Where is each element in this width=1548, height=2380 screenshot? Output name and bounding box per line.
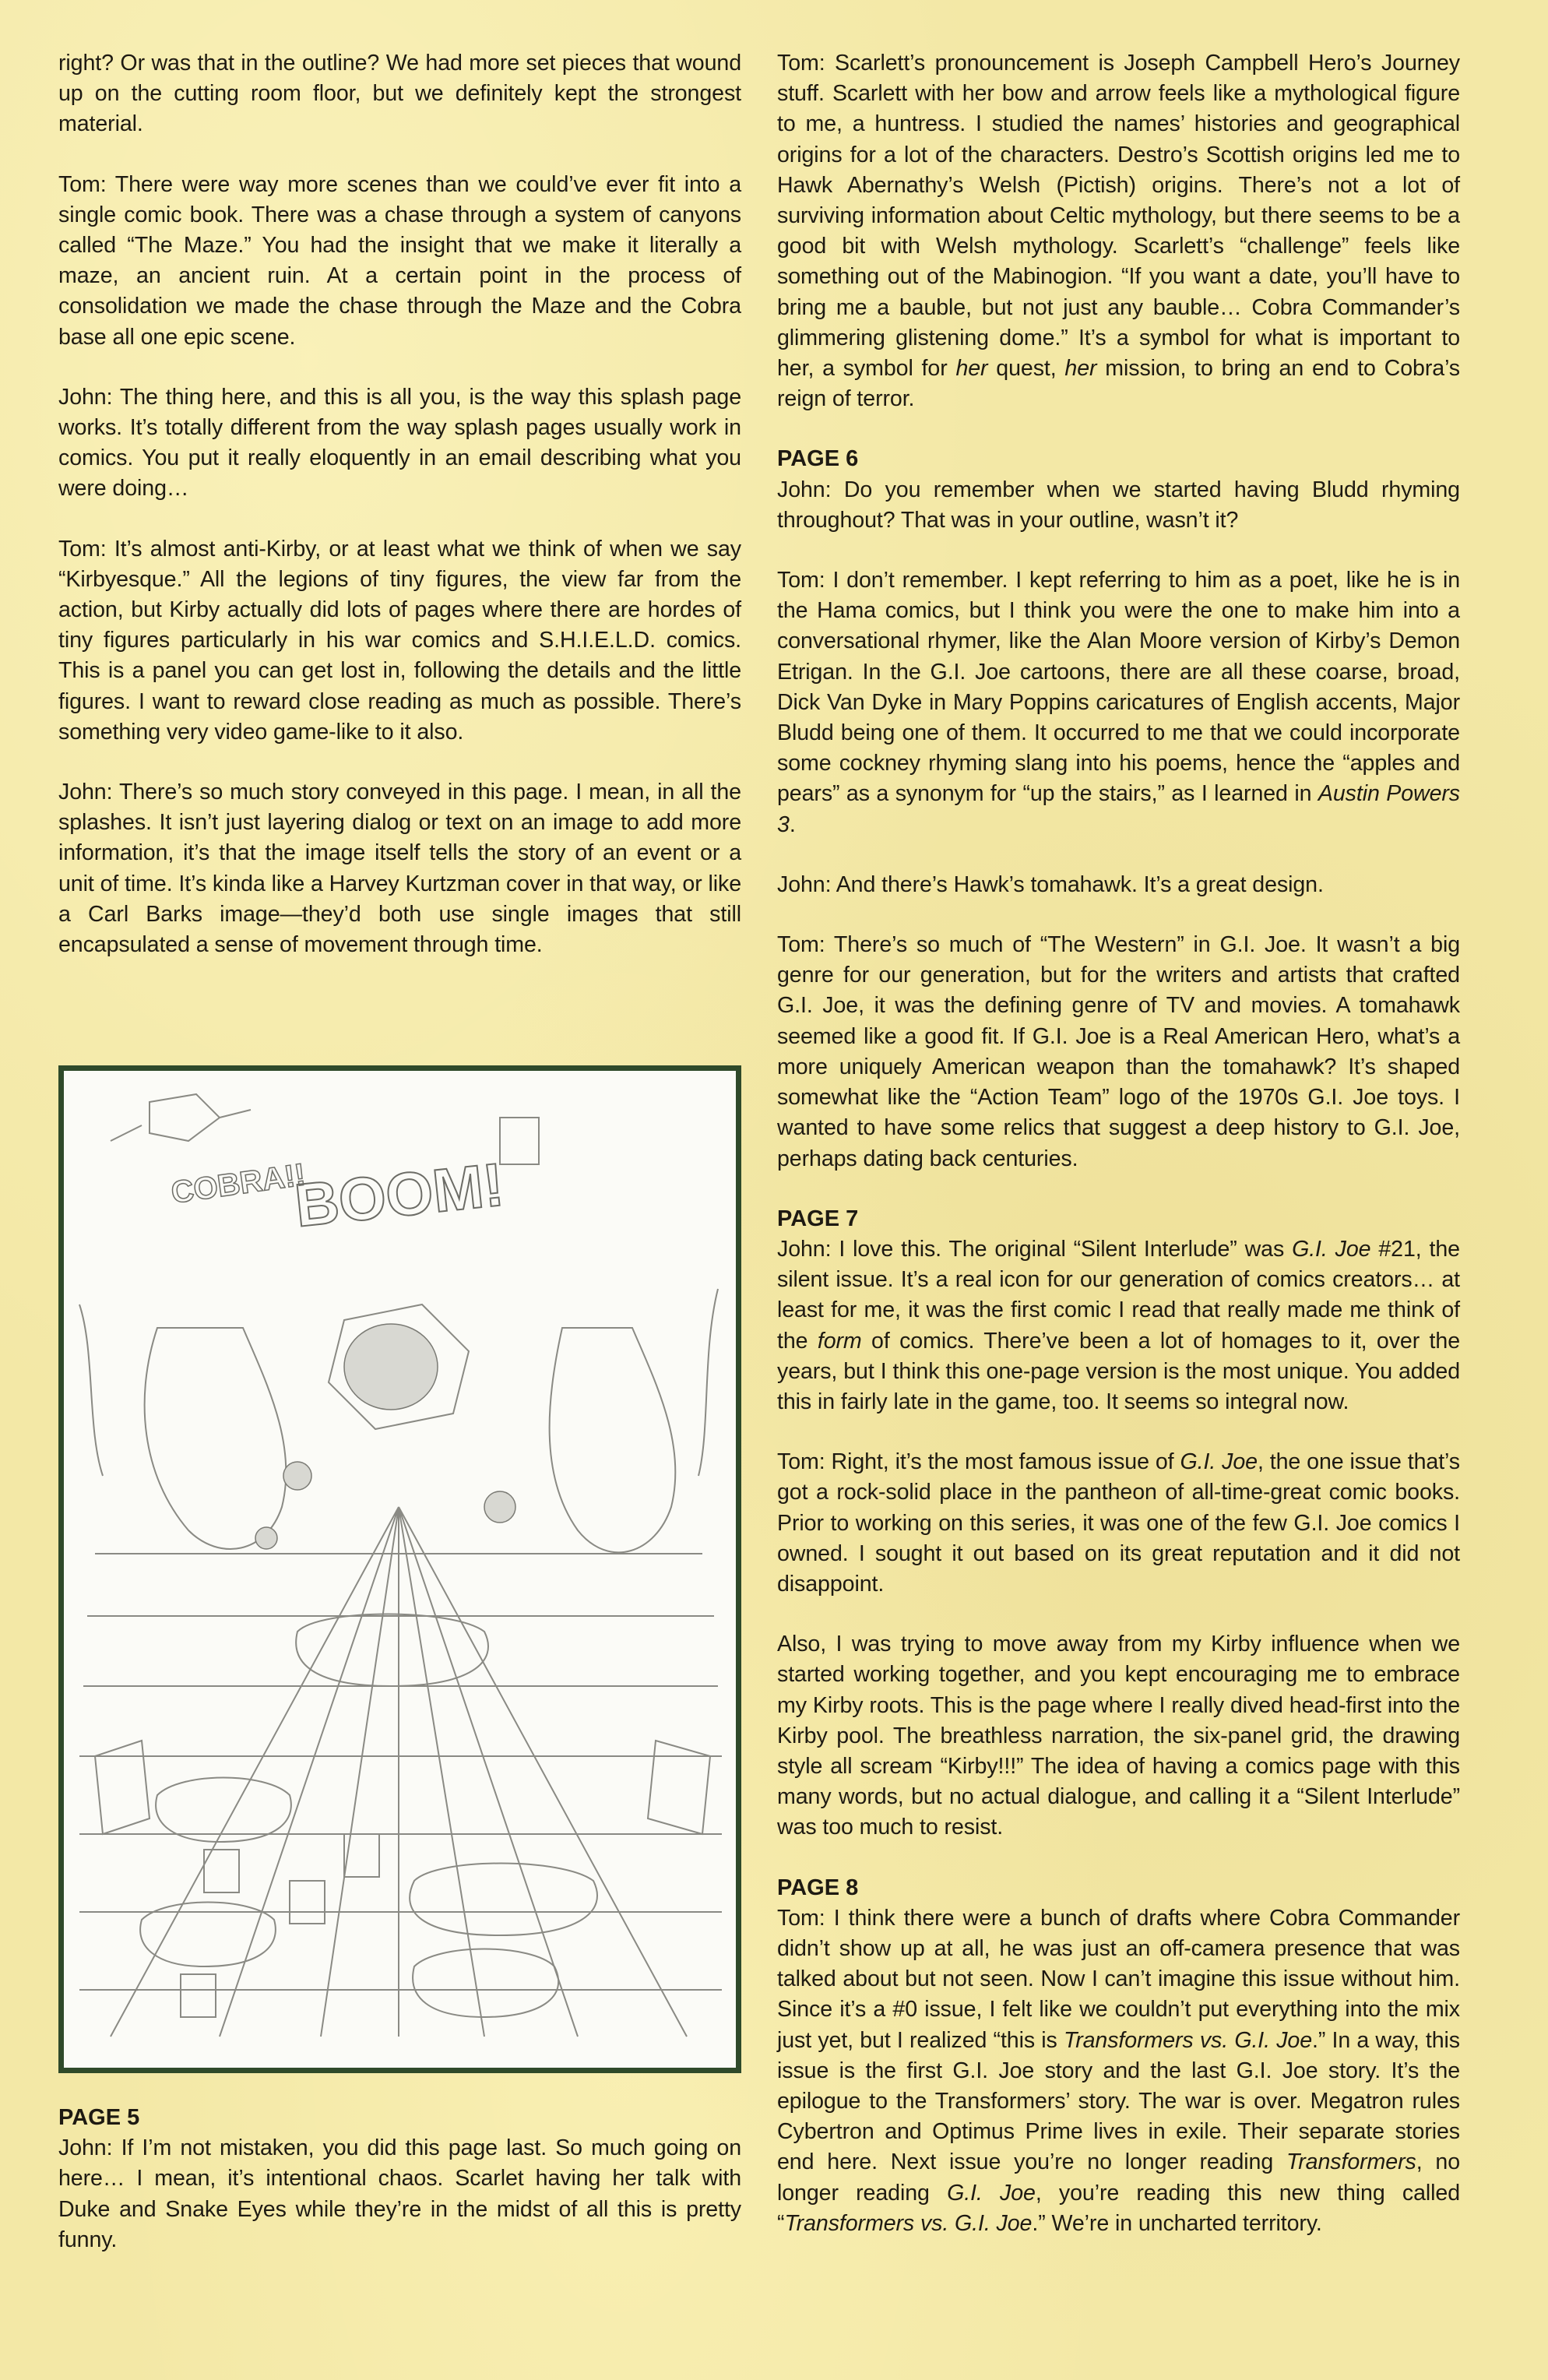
page6-heading: PAGE 6	[777, 446, 859, 472]
left-paragraph-5: John: There’s so much story conveyed in this page. I mean, in all the splashes. It isn’t just layering dialog or text on an image to add more information, it’s that the image itself tells the story of an event or a unit of time. It’s kinda like a Harvey Kurtzman cover in that way, or like a Carl Barks image—they’d both use single images that still encapsulated a sense of movement through time.	[58, 780, 741, 958]
left-column	[58, 48, 741, 990]
right-intro-paragraph: Tom: Scarlett’s pronouncement is Joseph Campbell Hero’s Journey stuff. Scarlett with her bow and arrow feels like a mythological figure to me, a huntress. I studied the names’ histories and geographical origins for a lot of the characters. Destro’s Scottish origins led me to Hawk Abernathy’s Welsh (Pictish) origins. There’s not a lot of surviving information about Celtic mythology, but there seems to be a good bit with Welsh mythology. Scarlett’s “challenge” feels like something out of the Mabinogion. “If you want a date, you’ll have to bring me a bauble, but not just any bauble… Cobra Commander’s glimmering glistening dome.” It’s a symbol for what is important to her, a symbol for her quest, her mission, to bring an end to Cobra’s reign of terror.	[777, 51, 1460, 412]
left-paragraph-2: Tom: There were way more scenes than we could’ve ever fit into a single comic book. There was a chase through a system of canyons called “The Maze.” You had the insight that we make it literally a maze, an ancient ruin. At a certain point in the process of consolidation we made the chase through the Maze and the Cobra base all one epic scene.	[58, 171, 741, 350]
page6-paragraph-4: Tom: There’s so much of “The Western” in G.I. Joe. It wasn’t a big genre for our generation, but for the writers and artists that crafted G.I. Joe, it was the defining genre of TV and movies. A tomahawk seemed like a good fit. If G.I. Joe is a Real American Hero, what’s a more uniquely American weapon than the tomahawk? It’s shaped somewhat like the “Action Team” logo of the 1970s G.I. Joe toys. I wanted to have some relics that suggest a deep history to G.I. Joe, perhaps dating back centuries.	[777, 932, 1460, 1171]
page5-heading: PAGE 5	[58, 2105, 140, 2130]
page7-paragraph-1: John: I love this. The original “Silent Interlude” was G.I. Joe #21, the silent issue. It’s a real icon for our generation of comics creators… at least for me, it was the first comic I read that really made me think of the form of comics. There’ve been a lot of homages to it, over the years, but I think this one-page version is the most unique. You added this in fairly late in the game, too. It seems so integral now.	[777, 1236, 1460, 1414]
sketch-sfx-cobra: COBRA!!	[169, 1157, 308, 1210]
page7-paragraph-2: Tom: Right, it’s the most famous issue of G.I. Joe, the one issue that’s got a rock-solid place in the pantheon of all-time-great comic books. Prior to working on this series, it was one of the few G.I. Joe comics I owned. I sought it out based on its great reputation and it did not disappoint.	[777, 1449, 1460, 1597]
page7-paragraph-3: Also, I was trying to move away from my Kirby influence when we started working together, and you kept encouraging me to embrace my Kirby roots. This is the page where I really dived head-first into the Kirby pool. The breathless narration, the six-panel grid, the drawing style all scream “Kirby!!!” The idea of having a comics page with this many words, but no actual dialogue, and calling it a “Silent Interlude” was too much to resist.	[777, 1632, 1460, 1840]
left-paragraph-3: John: The thing here, and this is all you, is the way this splash page works. It’s totally different from the way splash pages usually work in comics. You put it really eloquently in an email describing what you were doing…	[58, 384, 741, 502]
page6-paragraph-2: Tom: I don’t remember. I kept referring to him as a poet, like he is in the Hama comics, but I think you were the one to make him into a conversational rhymer, like the Alan Moore version of Kirby’s Demon Etrigan. In the G.I. Joe cartoons, there are all these coarse, broad, Dick Van Dyke in Mary Poppins caricatures of English accents, Major Bludd being one of them. It occurred to me that we could incorporate some cockney rhyming slang into his poems, hence the “apples and pears” as a synonym for “up the stairs,” as I learned in Austin Powers 3.	[777, 568, 1460, 837]
page8-heading: PAGE 8	[777, 1875, 859, 1900]
page8-section	[777, 1873, 1460, 2239]
page6-section	[777, 444, 1460, 1174]
page8-paragraph-1: Tom: I think there were a bunch of drafts where Cobra Commander didn’t show up at all, he was just an off-camera presence that was talked about but not seen. Now I can’t imagine this issue without him. Since it’s a #0 issue, I felt like we couldn’t put everything into the mix just yet, but I realized “this is Transformers vs. G.I. Joe.” In a way, this issue is the first G.I. Joe story and the last G.I. Joe story. It’s the epilogue to the Transformers’ story. The war is over. Megatron rules Cybertron and Optimus Prime lives in exile. Their separate stories end here. Next issue you’re no longer reading Transformers, no longer reading G.I. Joe, you’re reading this new thing called “Transformers vs. G.I. Joe.” We’re in uncharted territory.	[777, 1905, 1461, 2236]
sketch-sfx-boom: BOOM!	[291, 1150, 507, 1240]
page7-section	[777, 1204, 1460, 1843]
page7-heading: PAGE 7	[777, 1206, 859, 1231]
page5-text: John: If I’m not mistaken, you did this page last. So much going on here… I mean, it’s intentional chaos. Scarlet having her talk with Duke and Snake Eyes while they’re in the midst of all this is pretty funny.	[58, 2135, 741, 2252]
left-paragraph-1: right? Or was that in the outline? We had more set pieces that wound up on the cutting room floor, but we definitely kept the strongest material.	[58, 51, 741, 137]
page6-paragraph-3: John: And there’s Hawk’s tomahawk. It’s a great design.	[777, 871, 1324, 897]
sketch-illustration	[64, 1071, 736, 2068]
left-paragraph-4: Tom: It’s almost anti-Kirby, or at least what we think of when we say “Kirbyesque.” All the legions of tiny figures, the view far from the action, but Kirby actually did lots of pages where there are hordes of tiny figures particularly in his war comics and S.H.I.E.L.D. comics. This is a panel you can get lost in, following the details and the little figures. I want to reward close reading as much as possible. There’s something very video game-like to it also.	[58, 536, 741, 745]
right-column	[777, 48, 1460, 2269]
pencil-sketch-figure	[58, 1065, 741, 2073]
page5-section	[58, 2103, 741, 2285]
page6-paragraph-1: John: Do you remember when we started having Bludd rhyming throughout? That was in your outline, wasn’t it?	[777, 477, 1460, 533]
